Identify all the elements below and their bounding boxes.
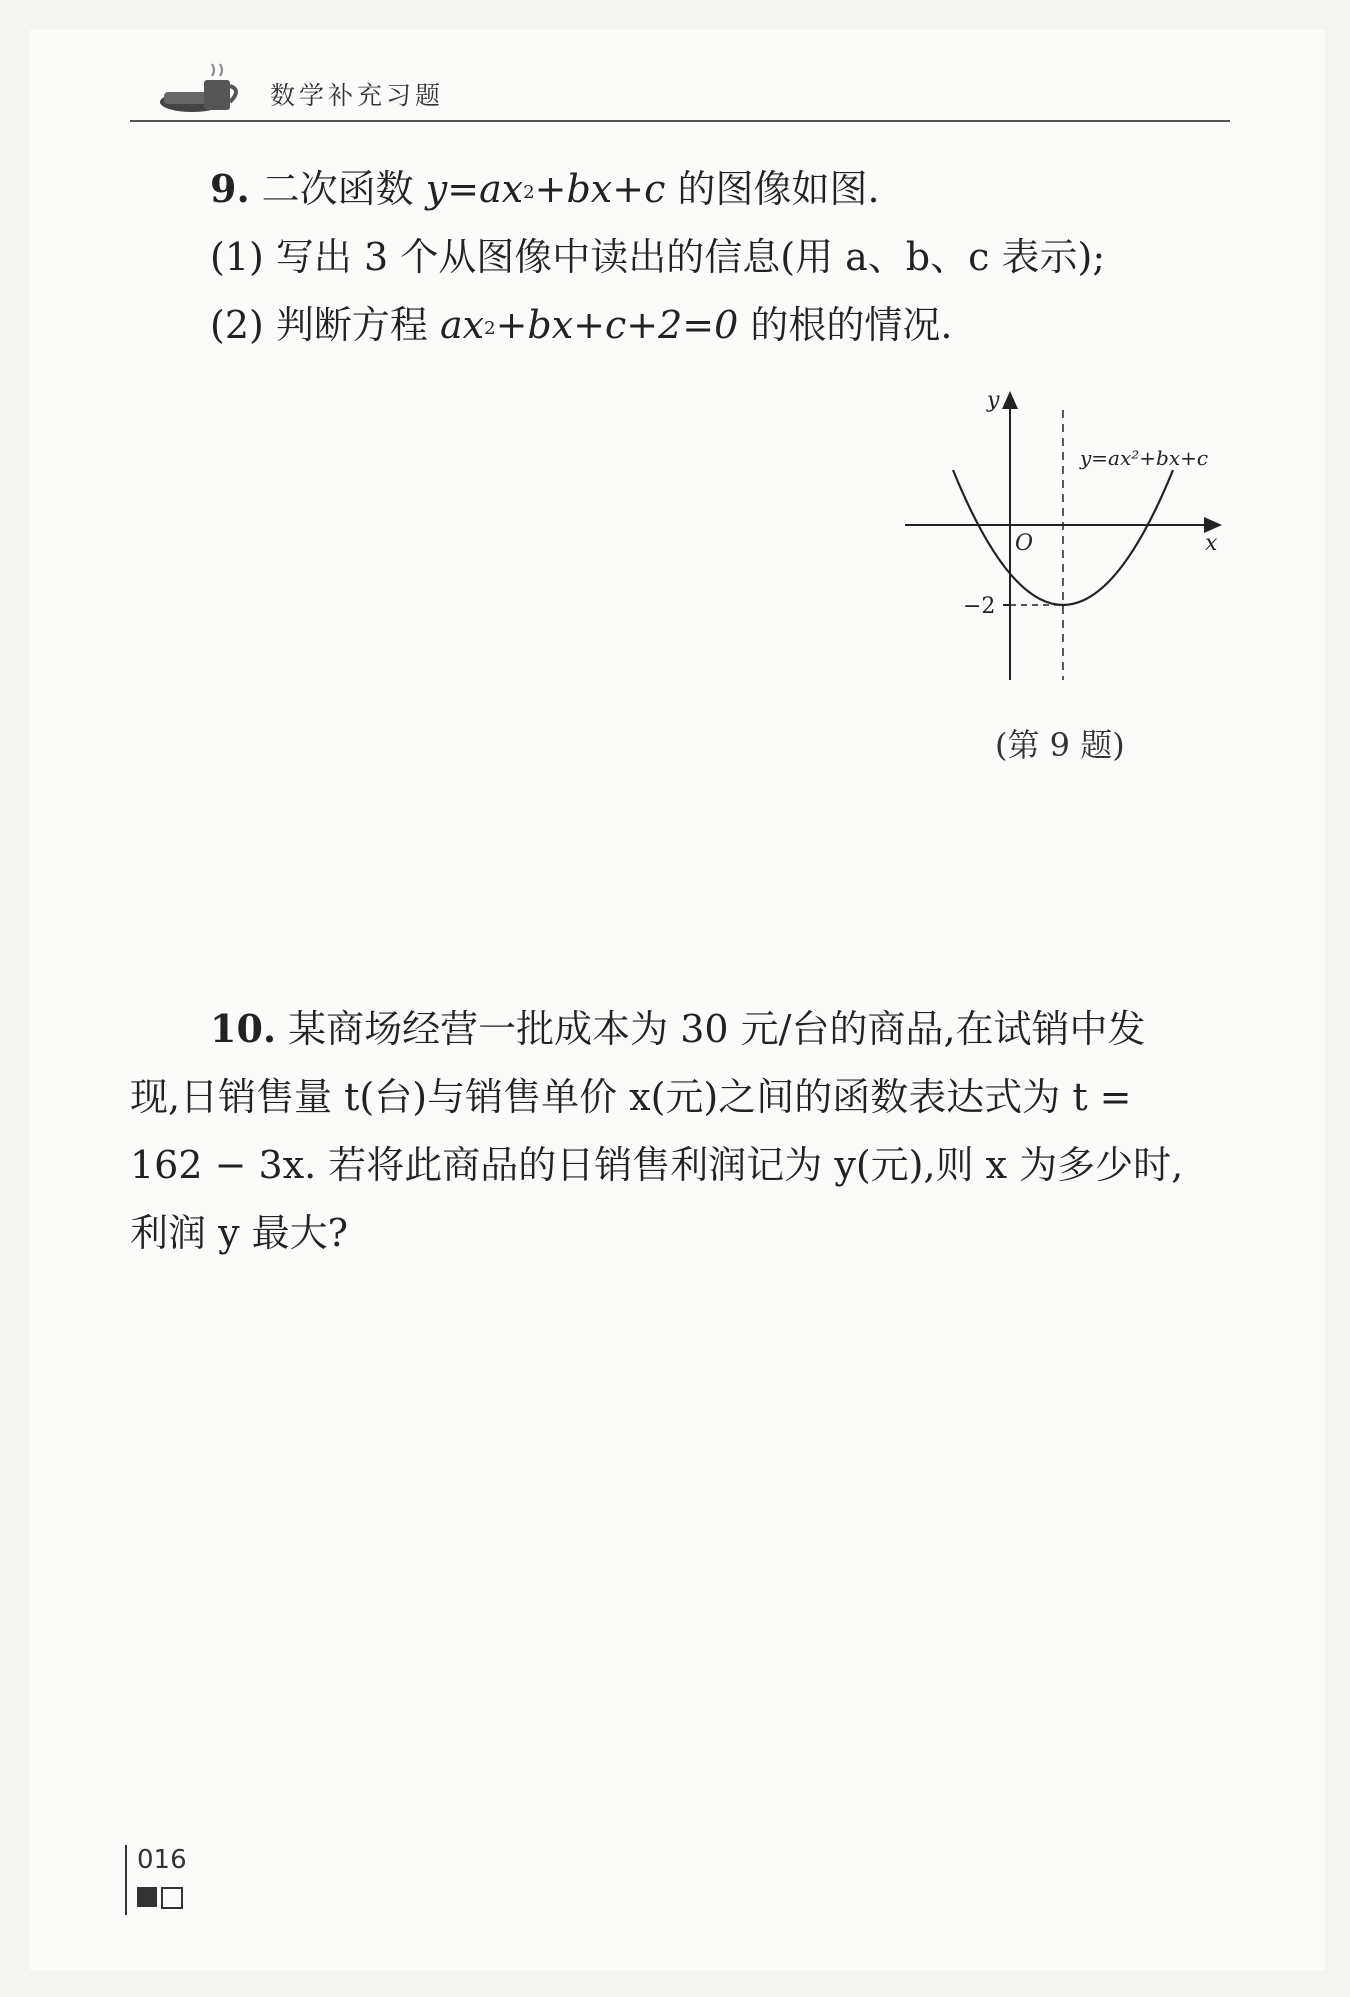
question-10-line-1: [130, 995, 1230, 1063]
footer-divider: [125, 1845, 127, 1915]
question-9-part-1: (1) 写出 3 个从图像中读出的信息(用 a、b、c 表示);: [210, 235, 1106, 279]
empty-square-icon: [161, 1887, 183, 1909]
question-9-exponent: 2: [523, 182, 535, 203]
question-9-formula-b: +bx+c: [534, 167, 666, 211]
question-10: [130, 995, 1230, 1267]
question-9-part-2-prefix: (2) 判断方程: [210, 303, 428, 347]
filled-square-icon: [137, 1887, 157, 1907]
parabola-figure: [895, 385, 1235, 685]
tick-label-minus-2: −2: [963, 594, 996, 619]
curve-label: y=ax²+bx+c: [1080, 446, 1209, 470]
x-axis-label: x: [1205, 531, 1218, 556]
page-header: [130, 60, 1230, 122]
question-9-stem-suffix: 的图像如图.: [677, 167, 880, 211]
question-9-stem: [210, 155, 1220, 223]
question-9: [210, 155, 1220, 359]
question-10-line-4: 利润 y 最大?: [130, 1211, 348, 1255]
header-title: 数学补充习题: [270, 81, 445, 110]
question-10-line-2: 现,日销售量 t(台)与销售单价 x(元)之间的函数表达式为 t =: [130, 1075, 1132, 1119]
question-9-part-2-formula-a: ax: [440, 303, 485, 347]
question-10-number: 10.: [210, 1006, 277, 1051]
question-9-part-2-formula-b: +bx+c+2=0: [495, 303, 739, 347]
question-9-part-2-suffix: 的根的情况.: [750, 303, 953, 347]
question-9-part-2: [210, 291, 1220, 359]
question-10-line-3: 162 − 3x. 若将此商品的日销售利润记为 y(元),则 x 为多少时,: [130, 1143, 1184, 1187]
origin-label: O: [1015, 531, 1034, 556]
figure-9-caption: (第 9 题): [995, 726, 1125, 764]
question-9-stem-text: 二次函数: [261, 167, 414, 211]
question-9-part-2-exponent: 2: [484, 318, 496, 339]
y-axis-label: y: [987, 388, 1000, 413]
page-number: 016: [137, 1845, 187, 1875]
coffee-cup-books-icon: [152, 62, 252, 122]
question-9-number: 9.: [210, 166, 250, 211]
question-10-line-1-text: 某商场经营一批成本为 30 元/台的商品,在试销中发: [288, 1007, 1146, 1051]
question-9-formula-a: y=ax: [425, 167, 524, 211]
